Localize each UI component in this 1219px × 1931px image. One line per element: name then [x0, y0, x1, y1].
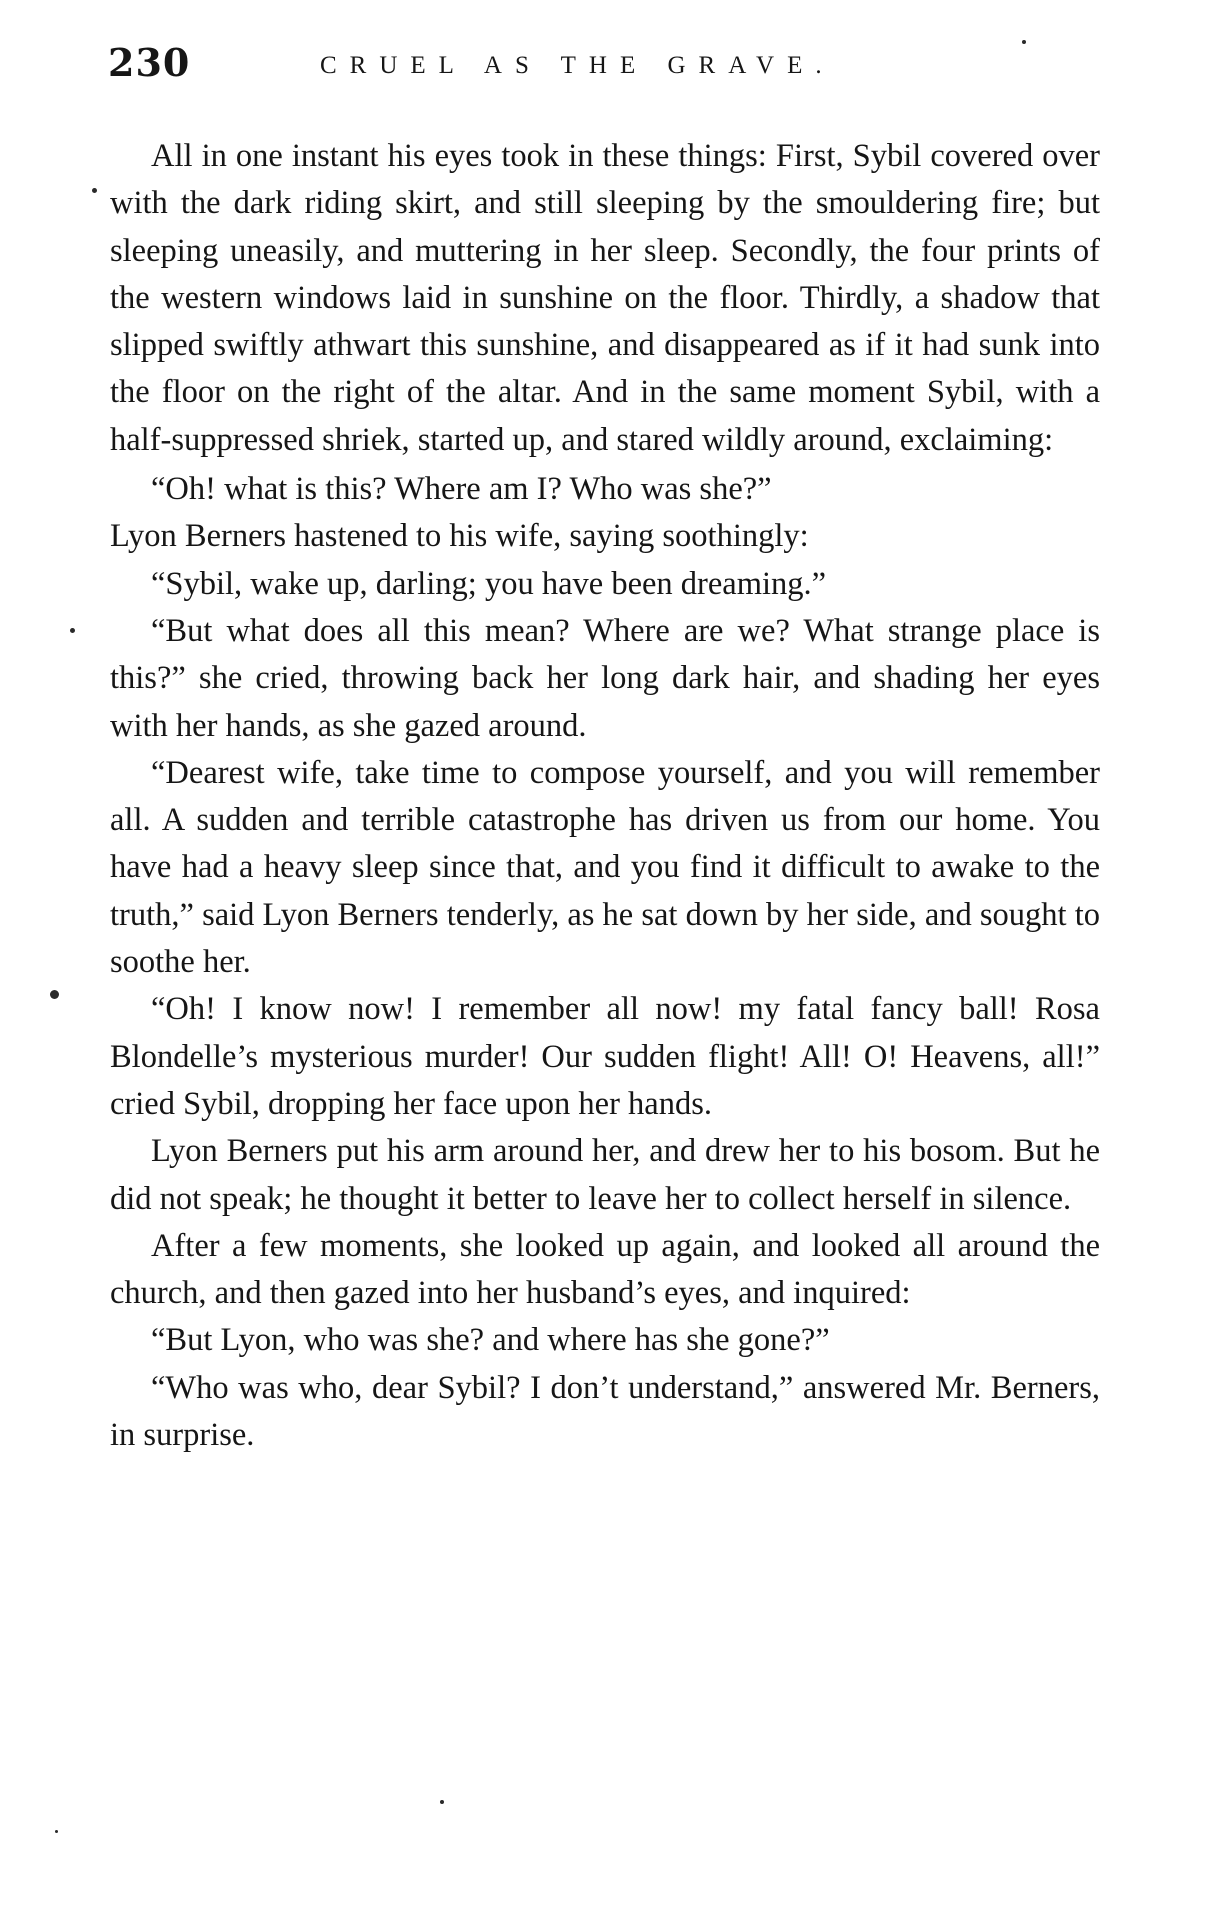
running-title: CRUEL AS THE GRAVE. [320, 52, 835, 79]
ink-speck [55, 1830, 58, 1833]
paragraph: “But what does all this mean? Where are we? What strange place is this?” she cried, throwing back her long dark hair, and shading her eyes with her hands, as she gazed around. [110, 612, 1100, 744]
paragraph: “Oh! I know now! I remember all now! my fatal fancy ball! Rosa Blondelle’s mysterious murder! Our sudden flight! All! O! Heavens, all!” cried Sybil, dropping her face upon her hands. [110, 991, 1100, 1122]
book-page [110, 40, 1100, 1900]
paragraph: After a few moments, she looked up again, and looked all around the church, and then gazed into her husband’s eyes, and inquired: [110, 1227, 1100, 1312]
paragraph: Lyon Berners put his arm around her, and drew her to his bosom. But he did not speak; he thought it better to leave her to collect herself in silence. [110, 1133, 1100, 1217]
ink-speck [50, 990, 59, 999]
paragraph: Lyon Berners hastened to his wife, saying soothingly: [110, 518, 809, 555]
paragraph: “Dearest wife, take time to compose yourself, and you will remember all. A sudden and terrible catastrophe has driven us from our home. You have had a heavy sleep since that, and you find it difficult to awake to the truth,” said Lyon Berners tenderly, as he sat down by her side, and sought to soothe her. [110, 754, 1100, 981]
paragraph: “Sybil, wake up, darling; you have been dreaming.” [151, 565, 827, 602]
ink-speck [1022, 40, 1026, 44]
ink-speck [92, 188, 97, 193]
paragraph: “But Lyon, who was she? and where has she gone?” [151, 1322, 830, 1359]
page-number: 230 [108, 40, 191, 85]
page-header [110, 40, 1100, 100]
ink-speck [70, 628, 75, 633]
body-text [110, 133, 1100, 1459]
paragraph: All in one instant his eyes took in these things: First, Sybil covered over with the dark riding skirt, and still sleeping by the smouldering fire; but sleeping uneasily, and muttering in her sleep. Secondly, the four prints of the western windows laid in sunshine on the floor. Thirdly, a shadow that slipped swiftly athwart this sunshine, and disappeared as if it had sunk into the floor on the right of the altar. And in the same moment Sybil, with a half-suppressed shriek, started up, and stared wildly around, exclaiming: [110, 138, 1100, 458]
paragraph: “Who was who, dear Sybil? I don’t understand,” answered Mr. Berners, in surprise. [110, 1369, 1100, 1454]
ink-speck [440, 1800, 444, 1804]
paragraph: “Oh! what is this? Where am I? Who was she?” [151, 471, 772, 508]
